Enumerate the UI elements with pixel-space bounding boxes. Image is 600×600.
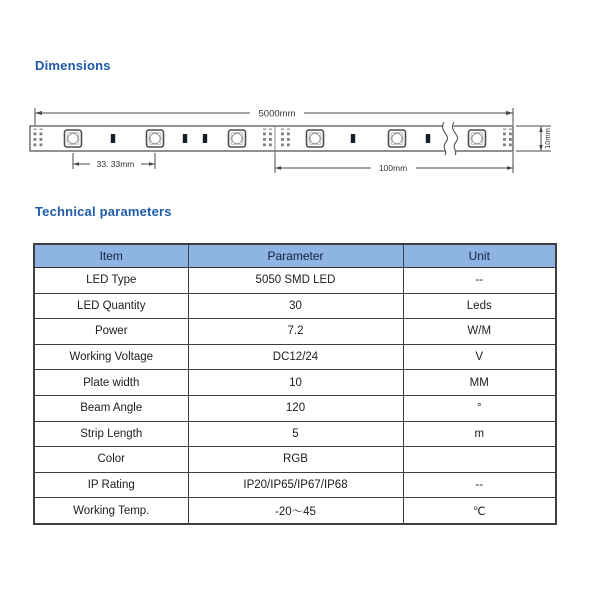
table-row <box>34 293 556 319</box>
parameter-cell: DC12/24 <box>188 344 403 370</box>
led-chip <box>65 130 82 147</box>
led-pitch-dimension-label: 33. 33mm <box>96 159 135 169</box>
unit-cell: W/M <box>403 319 556 345</box>
resistor <box>351 134 355 143</box>
item-cell: Color <box>34 447 188 473</box>
item-cell: Plate width <box>34 370 188 396</box>
solder-pad <box>503 144 506 147</box>
solder-pad <box>269 133 272 136</box>
strip-width-dimension-label: 10mm <box>543 128 552 149</box>
item-cell: Power <box>34 319 188 345</box>
table-row <box>34 472 556 498</box>
unit-cell: V <box>403 344 556 370</box>
unit-cell: ℃ <box>403 498 556 524</box>
pad-marking <box>269 129 272 130</box>
pad-marking <box>40 129 43 130</box>
unit-cell: Leds <box>403 293 556 319</box>
led-chip <box>307 130 324 147</box>
pad-marking <box>503 129 506 130</box>
solder-pad <box>40 144 43 147</box>
dimensions-diagram <box>0 95 600 200</box>
item-cell: Beam Angle <box>34 395 188 421</box>
section-title-technical-parameters: Technical parameters <box>35 204 172 219</box>
column-header: Parameter <box>188 244 403 268</box>
column-header: Item <box>34 244 188 268</box>
solder-pad <box>287 144 290 147</box>
solder-pad <box>263 144 266 147</box>
led-pitch-dimension <box>73 153 155 169</box>
parameter-cell: 5050 SMD LED <box>188 268 403 294</box>
total-length-dimension <box>35 108 513 125</box>
pad-marking <box>263 129 266 130</box>
unit-cell: -- <box>403 472 556 498</box>
solder-pad <box>269 144 272 147</box>
table-body <box>34 268 556 524</box>
table-row <box>34 498 556 524</box>
parameter-cell: 30 <box>188 293 403 319</box>
unit-cell <box>403 447 556 473</box>
parameter-cell: RGB <box>188 447 403 473</box>
solder-pad <box>40 133 43 136</box>
solder-pad <box>34 138 37 141</box>
solder-pad <box>287 133 290 136</box>
solder-pad <box>281 138 284 141</box>
table-row <box>34 447 556 473</box>
pad-marking <box>281 129 284 130</box>
parameter-cell: IP20/IP65/IP67/IP68 <box>188 472 403 498</box>
solder-pad <box>34 133 37 136</box>
led-chip <box>147 130 164 147</box>
pad-marking <box>509 129 512 130</box>
resistor <box>183 134 187 143</box>
table-row <box>34 421 556 447</box>
table-row <box>34 370 556 396</box>
parameter-cell: -20～45 <box>188 498 403 524</box>
resistor <box>426 134 430 143</box>
solder-pad <box>509 133 512 136</box>
resistor <box>203 134 207 143</box>
unit-cell: -- <box>403 268 556 294</box>
parameter-cell: 5 <box>188 421 403 447</box>
parameter-cell: 120 <box>188 395 403 421</box>
table-row <box>34 344 556 370</box>
solder-pad <box>503 133 506 136</box>
solder-pad <box>503 138 506 141</box>
pad-marking <box>34 129 37 130</box>
strip-width-dimension <box>516 126 552 151</box>
solder-pad <box>34 144 37 147</box>
pad-marking <box>287 129 290 130</box>
table-row <box>34 319 556 345</box>
technical-parameters-table <box>33 243 557 525</box>
led-chip <box>389 130 406 147</box>
section-title-dimensions: Dimensions <box>35 58 111 73</box>
solder-pad <box>287 138 290 141</box>
item-cell: LED Type <box>34 268 188 294</box>
item-cell: Working Temp. <box>34 498 188 524</box>
unit-cell: MM <box>403 370 556 396</box>
item-cell: Working Voltage <box>34 344 188 370</box>
item-cell: IP Rating <box>34 472 188 498</box>
cut-length-dimension <box>275 152 513 173</box>
table-header-row <box>34 244 556 268</box>
cut-length-dimension-label: 100mm <box>378 163 408 173</box>
solder-pad <box>269 138 272 141</box>
resistor <box>111 134 115 143</box>
unit-cell: m <box>403 421 556 447</box>
led-chip <box>229 130 246 147</box>
led-chip <box>469 130 486 147</box>
solder-pad <box>40 138 43 141</box>
solder-pad <box>509 144 512 147</box>
parameter-cell: 7.2 <box>188 319 403 345</box>
solder-pad <box>263 133 266 136</box>
solder-pad <box>281 144 284 147</box>
table-row <box>34 395 556 421</box>
item-cell: LED Quantity <box>34 293 188 319</box>
solder-pad <box>281 133 284 136</box>
table-row <box>34 268 556 294</box>
parameter-cell: 10 <box>188 370 403 396</box>
total-length-dimension-label: 5000mm <box>258 108 296 120</box>
solder-pad <box>263 138 266 141</box>
column-header: Unit <box>403 244 556 268</box>
item-cell: Strip Length <box>34 421 188 447</box>
solder-pad <box>509 138 512 141</box>
unit-cell: ° <box>403 395 556 421</box>
